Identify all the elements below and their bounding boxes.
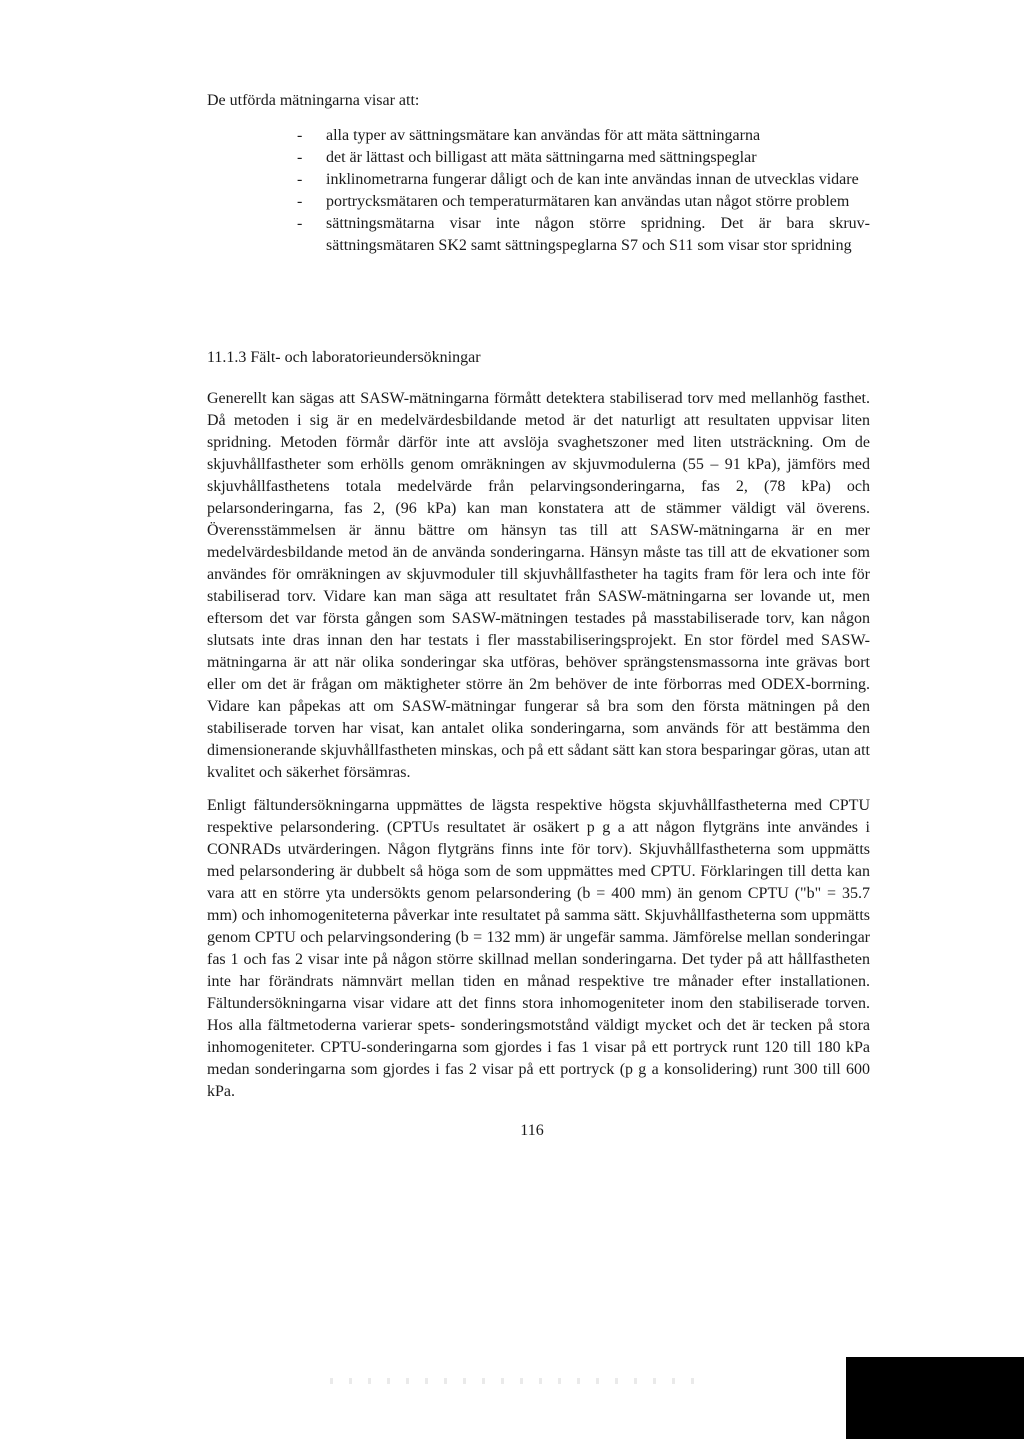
page-number: 116 — [520, 1122, 544, 1139]
list-item-text: det är lättast och billigast att mäta sättningarna med sättningspeglar — [326, 149, 757, 166]
scan-artifact-black-bar — [846, 1357, 1024, 1439]
scan-noise — [330, 1378, 700, 1384]
bullet-marker: - — [297, 193, 303, 210]
bullet-marker: - — [297, 215, 303, 232]
list-item-text: alla typer av sättningsmätare kan användas för att mäta sättningarna — [326, 127, 761, 144]
findings-list — [297, 125, 870, 257]
list-item — [297, 147, 870, 169]
bullet-marker: - — [297, 149, 303, 166]
body-paragraph: Enligt fältundersökningarna uppmättes de lägsta respektive högsta skjuvhållfastheterna med CPTU respektive pelarsondering. (CPTUs resultatet är osäkert p g a att någon flytgräns inte användes i CONRADs utvärderingen. Någon flytgräns finns inte för torv). Skjuvhållfastheterna som uppmätts med pelarsondering är dubbelt så höga som de som uppmättes med CPTU. Förklaringen till detta kan vara att en större yta undersökts genom pelarsondering (b = 400 mm) än genom CPTU ("b" = 35.7 mm) och inhomogeniteterna påverkar inte resultatet på samma sätt. Skjuvhållfastheterna som uppmätts genom CPTU och pelarvingsondering (b = 132 mm) är ungefär samma. Jämförelse mellan sonderingar fas 1 och fas 2 visar inte på någon större skillnad mellan sonderingarna. Det tyder på att hållfastheten inte har förändrats nämnvärt mellan tiden en månad respektive tre månader efter installationen. Fältundersökningarna visar vidare att det finns stora inhomogeniteter inom den stabiliserade torven. Hos alla fältmetoderna varierar spets- sonderingsmotstånd väldigt mycket och det är tecken på stora inhomogeniteter. CPTU-sonderingarna som gjordes i fas 1 visar på ett portryck runt 120 till 180 kPa medan sonderingarna som gjordes i fas 2 visar på ett portryck (p g a konsolidering) runt 300 till 600 kPa. — [207, 797, 870, 1100]
list-item — [297, 213, 870, 257]
list-item — [297, 125, 870, 147]
intro-text: De utförda mätningarna visar att: — [207, 92, 420, 109]
section-heading: 11.1.3 Fält- och laboratorieundersökningar — [207, 349, 481, 366]
list-item-text: inklinometrarna fungerar dåligt och de kan inte användas innan de utvecklas vidare — [326, 171, 859, 188]
bullet-marker: - — [297, 127, 303, 144]
list-item-text: sättningsmätarna visar inte någon större spridning. Det är bara skruv-sättningsmätaren SK2 samt sättningspeglarna S7 och S11 som visar stor spridning — [326, 215, 870, 254]
bullet-marker: - — [297, 171, 303, 188]
list-item — [297, 191, 870, 213]
list-item-text: portrycksmätaren och temperaturmätaren kan användas utan något större problem — [326, 193, 850, 210]
list-item — [297, 169, 870, 191]
body-paragraph: Generellt kan sägas att SASW-mätningarna förmått detektera stabiliserad torv med mellanhög fasthet. Då metoden i sig är en medelvärdesbildande metod är det naturligt att resultaten uppvisar liten spridning. Metoden förmår därför inte att avslöja svaghetszoner med liten utsträckning. Om de skjuvhållfastheter som erhölls genom omräkningen av skjuvmodulerna (55 – 91 kPa), jämförs med skjuvhållfasthetens totala medelvärde från pelarvingsonderingarna, fas 2, (78 kPa) och pelarsonderingarna, fas 2, (96 kPa) kan man konstatera att de stämmer väldigt väl överens. Överensstämmelsen är ännu bättre om hänsyn tas till att SASW-mätningarna är en mer medelvärdesbildande metod än de använda sonderingarna. Hänsyn måste tas till att de ekvationer som användes för omräkningen av skjuvmoduler till skjuvhållfastheter ha tagits fram för lera och inte för stabiliserad torv. Vidare kan man säga att resultatet från SASW-mätningarna ser lovande ut, men eftersom det var första gången som SASW-mätningen testades på masstabiliserade torv, kan någon slutsats inte dras innan den har testats i fler masstabiliseringsprojekt. En stor fördel med SASW-mätningarna är att när olika sonderingar ska utföras, behöver sprängstensmassorna inte grävas bort eller om det är frågan om mäktigheter större än 2m behöver de inte förborras med ODEX-borrning. Vidare kan påpekas att om SASW-mätningar fungerar så bra som den första mätningen på den stabiliserade torven har visat, kan antalet olika sonderingarna, som används för att bestämma den dimensionerande skjuvhållfastheten minskas, och på ett sådant sätt kan stora besparingar göras, utan att kvalitet och säkerhet försämras. — [207, 390, 870, 781]
